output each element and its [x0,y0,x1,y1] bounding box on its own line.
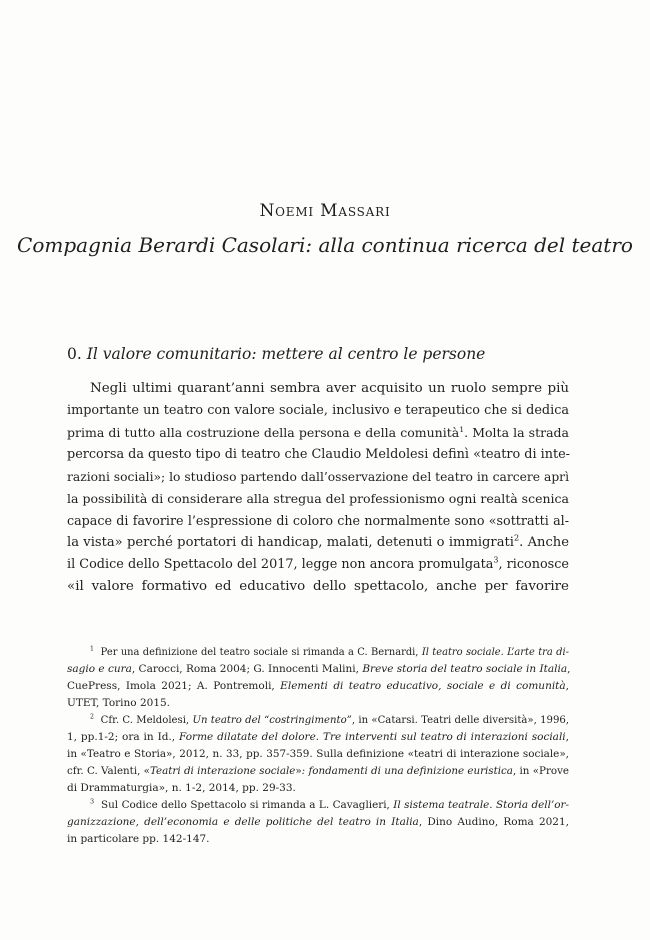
body-line: capace di favorire l’espressione di coloro che normalmente sono «sottratti al- [67,513,569,528]
footnote-1-line: UTET, Torino 2015. [67,697,171,709]
footnote-1-line: sagio e cura, Carocci, Roma 2004; G. Innocenti Malini, Breve storia del teatro sociale in Italia, [67,663,571,675]
footnote-1-line: CuePress, Imola 2021; A. Pontremoli, Elementi di teatro educativo, sociale e di comunità, [67,680,570,692]
body-line: prima di tutto alla costruzione della persona e della comunità$^1$. Molta la strada [67,424,570,440]
body-line: razioni sociali»; lo studioso partendo dall’osservazione del teatro in carcere aprì [67,470,569,484]
footnote-2-line: 1, pp.1-2; ora in Id., Forme dilatate del dolore. Tre interventi sul teatro di interazioni sociali, [67,731,569,743]
footnote-1-line: $^1$ Per una definizione del teatro sociale si rimanda a C. Bernardi, Il teatro sociale. L’arte tra di- [90,645,569,658]
footnote-mark-1: 1 [90,645,94,653]
footnote-2-line: $^2$ Cfr. C. Meldolesi, Un teatro del “costringimento”, in «Catarsi. Teatri delle diversità», 1996, [90,713,569,726]
footnote-2-line: in «Teatro e Storia», 2012, n. 33, pp. 357-359. Sulla definizione «teatri di interazione sociale», [67,748,569,760]
body-line: il Codice dello Spettacolo del 2017, legge non ancora promulgata$^3$, riconosce [67,555,569,572]
footnote-ref-1[interactable]: 1 [459,424,465,434]
body-line: la vista» perché portatori di handicap, malati, detenuti o immigrati$^2$. Anche [67,532,569,550]
section-title: Il valore comunitario: mettere al centro le persone [86,345,486,363]
footnote-3-line: in particolare pp. 142-147. [67,833,210,845]
chapter-title: Compagnia Berardi Casolari: alla continua ricerca del teatro [17,233,633,257]
footnote-mark-3: 3 [90,797,95,806]
section-heading [67,342,587,366]
footnote-3-line: $^3$ Sul Codice dello Spettacolo si rimanda a L. Cavaglieri, Il sistema teatrale. Storia dell’or- [90,797,569,811]
author-name: Noemi Massari [259,201,391,221]
footnote-2-line: cfr. C. Valenti, «Teatri di interazione sociale»: fondamenti di una definizione euristica, in «Prove [67,765,569,777]
body-line: la possibilità di considerare alla stregua del professionismo ogni realtà scenica [67,491,569,506]
body-line: percorsa da questo tipo di teatro che Claudio Meldolesi definì «teatro di inte- [67,447,570,462]
body-line: «il valore formativo ed educativo dello spettacolo, anche per favorire [67,579,569,594]
body-line: Negli ultimi quarant’anni sembra aver acquisito un ruolo sempre più [90,381,569,396]
footnote-ref-2[interactable]: 2 [513,532,520,543]
footnote-ref-3[interactable]: 3 [493,555,499,565]
footnote-2-line: di Drammaturgia», n. 1-2, 2014, pp. 29-33. [67,782,296,794]
body-line: importante un teatro con valore sociale, inclusivo e terapeutico che si dedica [67,403,569,418]
footnote-3-line: ganizzazione, dell’economia e delle politiche del teatro in Italia, Dino Audino, Roma 2021, [67,816,570,828]
section-number: 0. [67,345,82,363]
footnote-mark-2: 2 [90,713,94,721]
